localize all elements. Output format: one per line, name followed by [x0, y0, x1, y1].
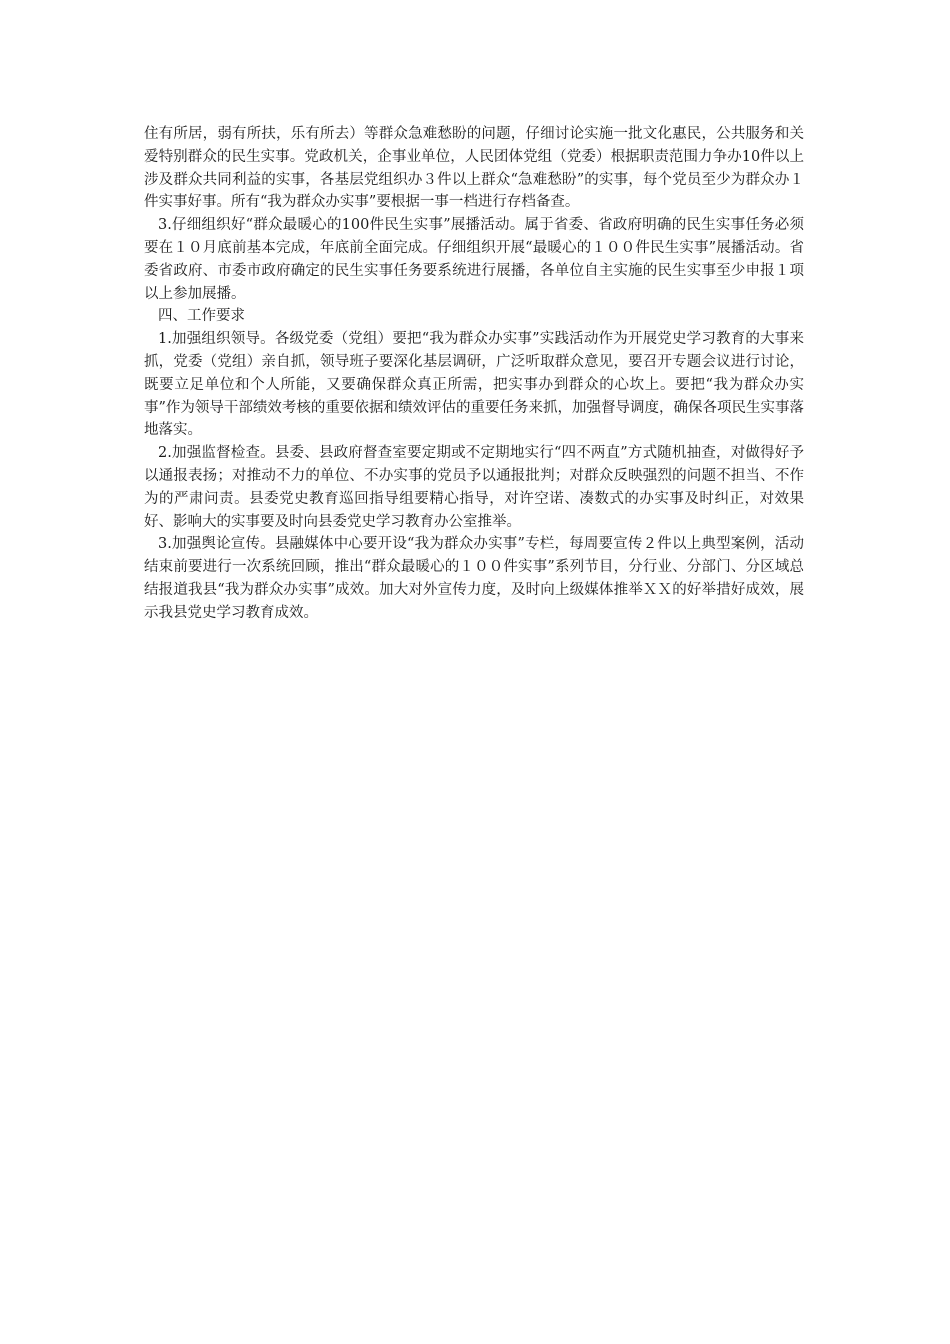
paragraph-continuation: 住有所居，弱有所扶，乐有所去）等群众急难愁盼的问题，仔细讨论实施一批文化惠民，公共服务和关爱特别群众的民生实事。党政机关，企事业单位，人民团体党组（党委）根据职责范围力争办10件以上涉及群众共同利益的实事，各基层党组织办３件以上群众“急难愁盼”的实事，每个党员至少为群众办１件实事好事。所有“我为群众办实事”要根据一事一档进行存档备查。 — [144, 126, 804, 211]
paragraph-item-1-leadership: 1.加强组织领导。各级党委（党组）要把“我为群众办实事”实践活动作为开展党史学习教育的大事来抓，党委（党组）亲自抓，领导班子要深化基层调研，广泛听取群众意见，要召开专题会议进行讨论，既要立足单位和个人所能，又要确保群众真正所需，把实事办到群众的心坎上。要把“我为群众办实事”作为领导干部绩效考核的重要依据和绩效评估的重要任务来抓，加强督导调度，确保各项民生实事落地落实。 — [144, 331, 804, 439]
paragraph-item-2-supervision: 2.加强监督检查。县委、县政府督查室要定期或不定期地实行“四不两直”方式随机抽查，对做得好予以通报表扬；对推动不力的单位、不办实事的党员予以通报批判；对群众反映强烈的问题不担当、不作为的严肃问责。县委党史教育巡回指导组要精心指导，对许空诺、凑数式的办实事及时纠正，对效果好、影响大的实事要及时向县委党史学习教育办公室推举。 — [144, 445, 804, 530]
section-heading-work-requirements: 四、工作要求 — [158, 308, 245, 325]
paragraph-item-3-publicity: 3.加强舆论宣传。县融媒体中心要开设“我为群众办实事”专栏，每周要宣传２件以上典型案例，活动结束前要进行一次系统回顾，推出“群众最暖心的１００件实事”系列节目，分行业、分部门、分区域总结报道我县“我为群众办实事”成效。加大对外宣传力度，及时向上级媒体推举ＸＸ的好举措好成效，展示我县党史学习教育成效。 — [144, 536, 804, 621]
paragraph-item-3-showcase: 3.仔细组织好“群众最暖心的100件民生实事”展播活动。属于省委、省政府明确的民生实事任务必须要在１０月底前基本完成，年底前全面完成。仔细组织开展“最暖心的１００件民生实事”展播活动。省委省政府、市委市政府确定的民生实事任务要系统进行展播，各单位自主实施的民生实事至少申报１项以上参加展播。 — [144, 217, 804, 302]
document-body — [144, 123, 804, 625]
